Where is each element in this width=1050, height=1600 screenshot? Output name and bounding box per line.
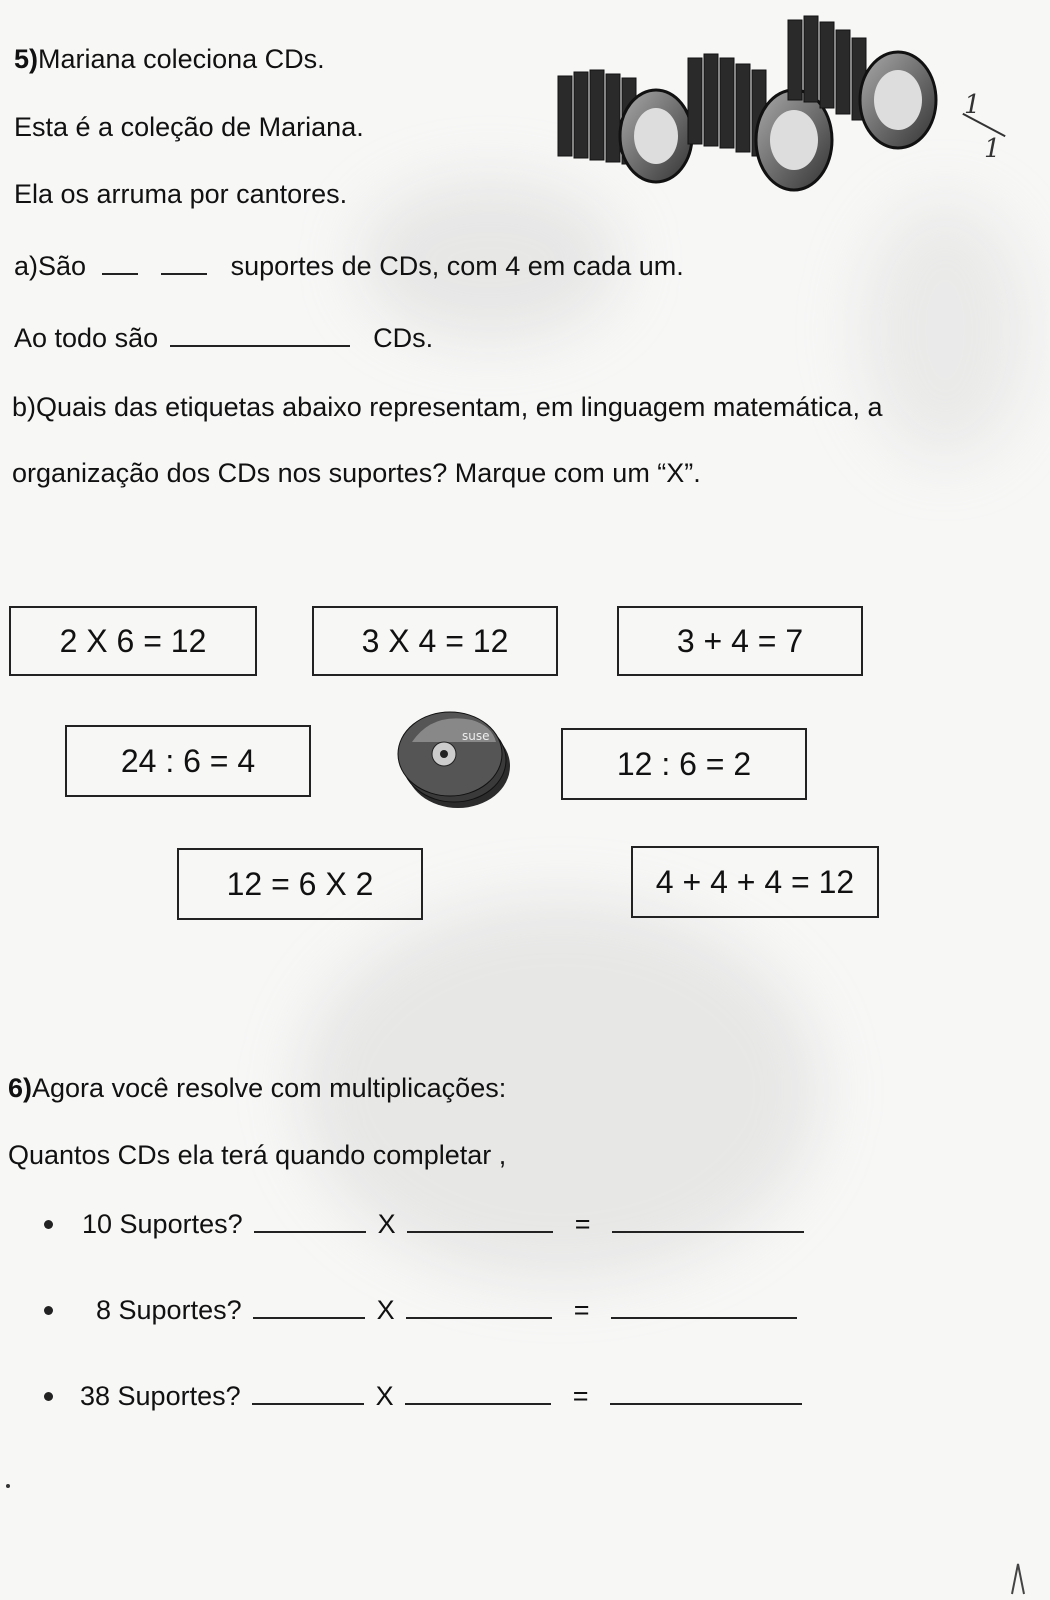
q5-title-text: Mariana coleciona CDs. — [38, 44, 325, 74]
label-12-6x2[interactable]: 12 = 6 X 2 — [177, 848, 423, 920]
q6-row-1-factor-2[interactable] — [407, 1230, 553, 1233]
bullet — [44, 1306, 53, 1315]
q6-row-label: 38 Suportes? — [80, 1381, 241, 1411]
q5-a-prefix: a)São — [14, 251, 87, 281]
q6-row-2-result[interactable] — [611, 1316, 797, 1319]
q6-title-text: Agora você resolve com multiplicações: — [32, 1073, 507, 1103]
q6-row-1-factor-1[interactable] — [254, 1230, 366, 1233]
cd-stack-image — [392, 702, 512, 812]
label-4plus4plus4-12[interactable]: 4 + 4 + 4 = 12 — [631, 846, 879, 918]
q5-a-blank-2[interactable] — [161, 272, 207, 275]
q5-line2: Esta é a coleção de Mariana. — [14, 112, 364, 142]
q6-row-3-factor-1[interactable] — [252, 1402, 364, 1405]
q6-row-1-result[interactable] — [612, 1230, 804, 1233]
label-3plus4-7[interactable]: 3 + 4 = 7 — [617, 606, 863, 676]
q6-row-1 — [82, 1211, 808, 1238]
q5-line3: Ela os arruma por cantores. — [14, 179, 348, 209]
label-2x6-12[interactable]: 2 X 6 = 12 — [9, 606, 257, 676]
times-sign: X — [376, 1295, 395, 1325]
q6-row-3 — [80, 1383, 806, 1410]
bullet — [44, 1392, 53, 1401]
pencil-mark — [1008, 1560, 1032, 1596]
cd-racks-image — [556, 8, 956, 208]
q5-a-blank-1[interactable] — [102, 272, 138, 275]
label-3x4-12[interactable]: 3 X 4 = 12 — [312, 606, 558, 676]
q6-row-label: 8 Suportes? — [96, 1295, 242, 1325]
q6-row-2 — [96, 1297, 801, 1324]
q6-row-3-factor-2[interactable] — [405, 1402, 551, 1405]
times-sign: X — [377, 1209, 396, 1239]
q5-total-prefix: Ao todo são — [14, 323, 159, 353]
q6-row-3-result[interactable] — [610, 1402, 802, 1405]
q5-title — [14, 46, 325, 73]
q5-total-suffix: CDs. — [373, 323, 434, 353]
q5-number: 5) — [14, 44, 39, 74]
q5-a-suffix: suportes de CDs, com 4 em cada um. — [230, 251, 684, 281]
q6-number: 6) — [8, 1073, 33, 1103]
q5-total-blank[interactable] — [170, 344, 350, 347]
label-12div6-2[interactable]: 12 : 6 = 2 — [561, 728, 807, 800]
label-24div6-4[interactable]: 24 : 6 = 4 — [65, 725, 311, 797]
equals-sign: = — [572, 1381, 589, 1411]
q6-row-2-factor-1[interactable] — [253, 1316, 365, 1319]
q5-a-line — [14, 253, 684, 280]
times-sign: X — [375, 1381, 394, 1411]
equals-sign: = — [574, 1209, 591, 1239]
q6-title — [8, 1075, 506, 1102]
q6-question: Quantos CDs ela terá quando completar , — [8, 1140, 507, 1170]
q5-b-line2: organização dos CDs nos suportes? Marque com um “X”. — [12, 458, 701, 488]
q5-total-line — [14, 325, 433, 352]
q6-row-2-factor-2[interactable] — [406, 1316, 552, 1319]
margin-note — [960, 90, 1020, 170]
cd-rack-1 — [558, 70, 692, 182]
cd-label-text: suse — [462, 729, 490, 743]
q6-row-label: 10 Suportes? — [82, 1209, 243, 1239]
equals-sign: = — [573, 1295, 590, 1325]
bullet — [44, 1220, 53, 1229]
q5-b-line1: b)Quais das etiquetas abaixo representam, em linguagem matemática, a — [12, 392, 883, 422]
margin-note-bottom: 1 — [984, 134, 1001, 164]
stray-dot — [6, 1484, 10, 1488]
margin-note-top: 1 — [964, 90, 981, 120]
